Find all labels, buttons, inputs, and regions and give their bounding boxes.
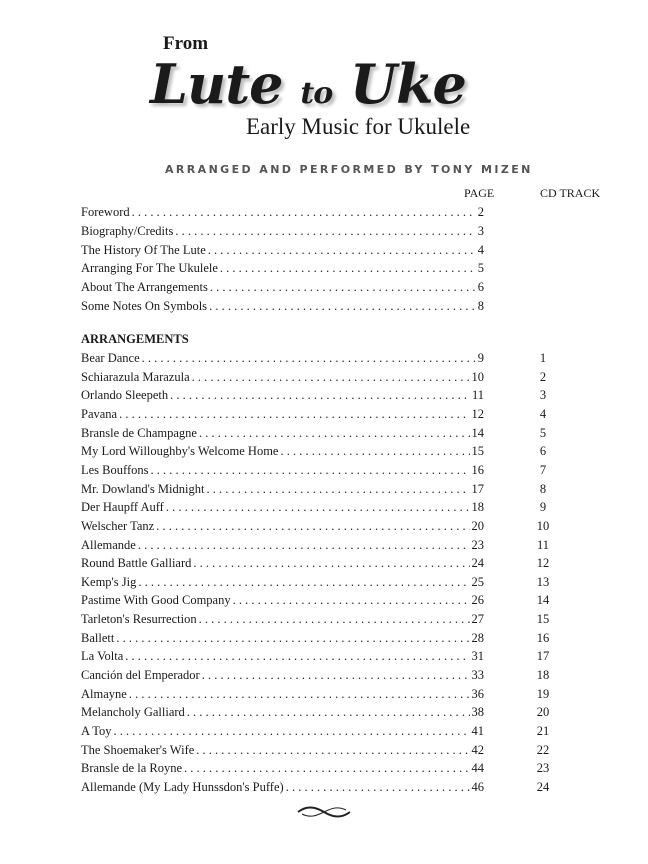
leader-dots — [220, 260, 476, 276]
subtitle: Early Music for Ukulele — [246, 114, 471, 139]
entry-page: 3 — [477, 223, 484, 238]
leader-dots — [138, 537, 470, 553]
entry-title: A Toy — [81, 724, 112, 738]
entry-title: Der Haupff Auff — [81, 500, 164, 515]
leader-dots — [209, 298, 476, 314]
entry-title: Almayne — [81, 686, 127, 701]
entry-cd-track: 14 — [536, 593, 550, 608]
leader-dots — [199, 425, 470, 441]
entry-cd-track: 6 — [539, 444, 547, 459]
toc-entry — [81, 574, 484, 590]
leader-dots — [206, 481, 469, 497]
toc-entry — [81, 592, 484, 608]
leader-dots — [116, 630, 469, 646]
entry-cd-track: 21 — [536, 724, 550, 738]
leader-dots — [170, 387, 470, 403]
toc-entry — [81, 630, 484, 646]
leader-dots — [193, 555, 469, 571]
toc-entry — [81, 537, 484, 553]
entry-page: 17 — [471, 481, 484, 496]
toc-entry — [81, 648, 484, 664]
entry-page: 8 — [477, 299, 484, 313]
entry-page: 33 — [471, 668, 484, 683]
entry-page: 5 — [477, 261, 484, 276]
entry-title: Les Bouffons — [81, 462, 149, 477]
entry-cd-track: 1 — [539, 351, 547, 365]
entry-title: Ballett — [81, 630, 115, 645]
leader-dots — [184, 760, 469, 776]
entry-page: 15 — [471, 444, 484, 459]
entry-cd-track: 20 — [536, 705, 550, 720]
toc-entry — [81, 406, 484, 422]
toc-entry — [81, 760, 484, 776]
entry-title: La Volta — [81, 649, 124, 664]
entry-cd-track: 22 — [536, 742, 550, 757]
entry-cd-track: 16 — [536, 630, 550, 645]
entry-page: 26 — [471, 593, 484, 608]
leader-dots — [196, 742, 469, 758]
leader-dots — [199, 611, 470, 627]
leader-dots — [166, 499, 470, 515]
entry-title: Melancholy Galliard — [81, 705, 185, 720]
entry-page: 24 — [471, 556, 484, 571]
column-header-page: PAGE — [464, 186, 495, 200]
entry-title: Kemp's Jig — [81, 574, 137, 589]
leader-dots — [286, 779, 470, 795]
leader-dots — [132, 204, 476, 220]
leader-dots — [125, 648, 469, 664]
entry-title: Welscher Tanz — [81, 518, 155, 533]
toc-entry — [81, 779, 484, 795]
leader-dots — [175, 223, 475, 239]
entry-page: 6 — [477, 280, 484, 295]
book-title — [150, 52, 466, 116]
entry-title: Allemande — [81, 537, 136, 552]
entry-page: 18 — [471, 500, 484, 515]
leader-dots — [142, 350, 476, 366]
entry-page: 10 — [471, 369, 484, 384]
entry-title: Pastime With Good Company — [81, 593, 231, 608]
title-uke: Uke — [350, 52, 466, 116]
arrangements-heading: ARRANGEMENTS — [81, 332, 189, 346]
toc-entry — [81, 462, 484, 478]
entry-title: Mr. Dowland's Midnight — [81, 481, 205, 496]
entry-title: Round Battle Galliard — [81, 556, 192, 571]
entry-title: Orlando Sleepeth — [81, 388, 169, 403]
entry-title: My Lord Willoughby's Welcome Home — [81, 444, 279, 459]
entry-title: Pavana — [81, 406, 118, 421]
toc-entry — [81, 204, 484, 220]
leader-dots — [280, 443, 469, 459]
entry-page: 4 — [477, 242, 484, 257]
title-to: to — [300, 76, 333, 111]
entry-page: 44 — [471, 761, 484, 776]
entry-title: Arranging For The Ukulele — [81, 261, 218, 276]
column-header-cd-track: CD TRACK — [540, 186, 601, 200]
entry-cd-track: 13 — [536, 574, 550, 589]
toc-entry — [81, 425, 484, 441]
toc-entry — [81, 667, 484, 683]
entry-title: Biography/Credits — [81, 223, 174, 238]
toc-entry — [81, 350, 484, 366]
entry-cd-track: 10 — [536, 518, 550, 533]
toc-entry — [81, 555, 484, 571]
entry-page: 14 — [471, 425, 484, 440]
toc-entry — [81, 742, 484, 758]
entry-page: 16 — [471, 462, 484, 477]
toc-entry — [81, 499, 484, 515]
leader-dots — [129, 686, 470, 702]
leader-dots — [233, 592, 470, 608]
leader-dots — [208, 242, 476, 258]
entry-title: Some Notes On Symbols — [81, 299, 208, 313]
entry-cd-track: 3 — [539, 388, 547, 403]
toc-entry — [81, 443, 484, 459]
entry-title: Bear Dance — [81, 351, 140, 365]
toc-entry — [81, 518, 484, 534]
entry-title: About The Arrangements — [81, 280, 208, 295]
entry-title: The History Of The Lute — [81, 242, 206, 257]
entry-title: The Shoemaker's Wife — [81, 742, 195, 757]
entry-cd-track: 8 — [539, 481, 547, 496]
leader-dots — [202, 667, 470, 683]
entry-page: 27 — [471, 612, 484, 627]
entry-page: 41 — [471, 724, 484, 738]
entry-cd-track: 9 — [539, 500, 547, 515]
entry-cd-track: 18 — [536, 668, 550, 683]
entry-cd-track: 24 — [536, 779, 550, 794]
leader-dots — [138, 574, 469, 590]
leader-dots — [210, 279, 476, 295]
entry-title: Bransle de Champagne — [81, 425, 197, 440]
toc-entry — [81, 704, 484, 720]
title-lute: Lute — [150, 52, 283, 116]
entry-page: 28 — [471, 630, 484, 645]
entry-title: Canción del Emperador — [81, 668, 200, 683]
entry-cd-track: 5 — [539, 425, 547, 440]
leader-dots — [187, 704, 470, 720]
leader-dots — [156, 518, 469, 534]
entry-page: 38 — [471, 705, 484, 720]
entry-page: 9 — [477, 351, 484, 365]
toc-entry — [81, 723, 484, 739]
entry-cd-track: 17 — [536, 649, 550, 664]
entry-cd-track: 12 — [536, 556, 550, 571]
leader-dots — [119, 406, 469, 422]
entry-cd-track: 23 — [536, 761, 550, 776]
toc-entry — [81, 686, 484, 702]
toc-entry — [81, 279, 484, 295]
toc-entry — [81, 242, 484, 258]
entry-title: Allemande (My Lady Hunssdon's Puffe) — [81, 779, 284, 794]
entry-page: 46 — [471, 779, 484, 794]
toc-entry — [81, 481, 484, 497]
leader-dots — [192, 369, 470, 385]
entry-cd-track: 11 — [536, 537, 550, 552]
entry-cd-track: 7 — [539, 462, 547, 477]
toc-entry — [81, 260, 484, 276]
entry-cd-track: 2 — [539, 369, 547, 384]
entry-page: 20 — [471, 518, 484, 533]
entry-title: Foreword — [81, 205, 130, 219]
entry-page: 36 — [471, 686, 484, 701]
entry-page: 12 — [471, 406, 484, 421]
title-from: From — [163, 33, 209, 54]
entry-page: 25 — [471, 574, 484, 589]
entry-title: Tarleton's Resurrection — [81, 612, 197, 627]
entry-title: Bransle de la Royne — [81, 761, 183, 776]
entry-page: 11 — [471, 388, 484, 403]
ornament-flourish-icon — [296, 805, 352, 819]
byline: ARRANGED AND PERFORMED BY TONY MIZEN — [165, 163, 533, 176]
entry-cd-track: 19 — [536, 686, 550, 701]
entry-title: Schiarazula Marazula — [81, 369, 190, 384]
toc-entry — [81, 387, 484, 403]
entry-cd-track: 4 — [539, 406, 547, 421]
entry-cd-track: 15 — [536, 612, 550, 627]
leader-dots — [114, 723, 470, 739]
entry-page: 31 — [471, 649, 484, 664]
toc-entry — [81, 223, 484, 239]
toc-entry — [81, 298, 484, 314]
toc-entry — [81, 611, 484, 627]
entry-page: 23 — [471, 537, 484, 552]
toc-entry — [81, 369, 484, 385]
entry-page: 42 — [471, 742, 484, 757]
entry-page: 2 — [477, 205, 484, 219]
leader-dots — [150, 462, 469, 478]
